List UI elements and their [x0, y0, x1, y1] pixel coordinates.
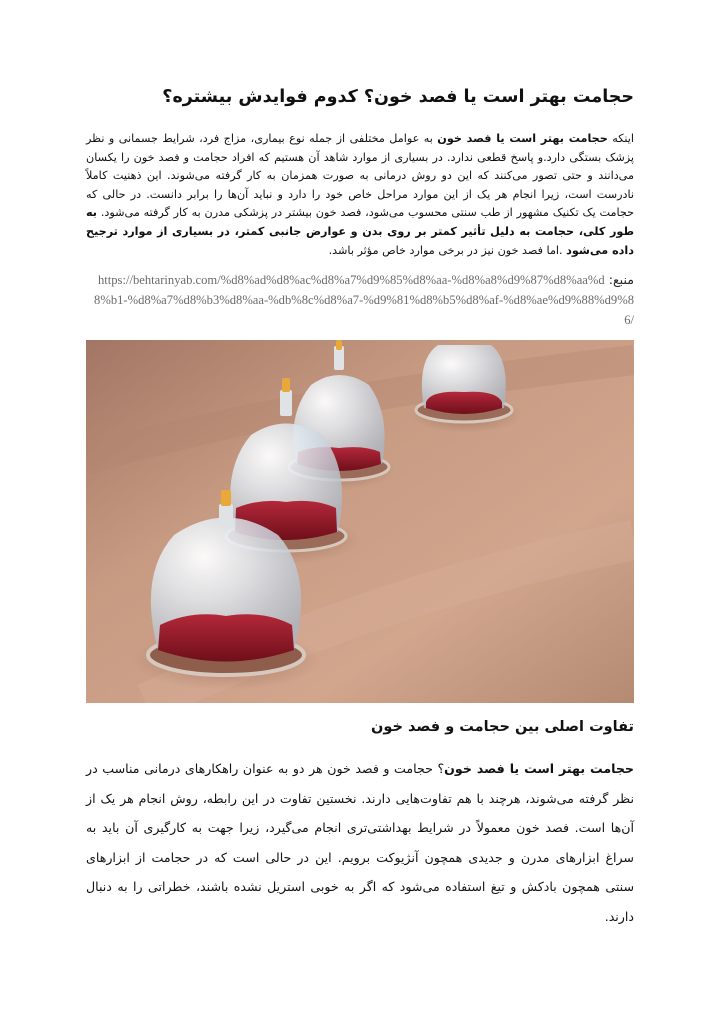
intro-paragraph: [86, 130, 634, 260]
intro-text: به عوامل مختلفی از جمله نوع بیماری، مزاج فرد، شرایط جسمانی و نظر پزشک بستگی دارد.و پاسخ قطعی ندارد. در بسیاری از موارد شاهد آن هستیم که افراد حجامت و فصد خون را یکسان می‌دانند و حتی تصور می‌کنند که این دو روش درمانی به صورت همزمان به کار گرفته می‌شوند. این ذهنیت کاملاً نادرست است، زیرا انجام هر یک از این موارد مراحل خاص خود را دارد و نباید آن‌ها را برابر دانست. در حالی که حجامت یک تکنیک مشهور از طب سنتی محسوب می‌شود، فصد خون بیشتر در پزشکی مدرن به کار گرفته می‌شود.: [86, 132, 635, 220]
section-text: ؟ حجامت و فصد خون هر دو به عنوان راهکارهای درمانی مناسب در نظر گرفته می‌شوند، هرچند با هم تفاوت‌هایی دارند. نخستین تفاوت در این رابطه، روش انجام هر یک از آن‌ها است. فصد خون معمولاً در شرایط بهداشتی‌تری انجام می‌گیرد، زیرا جهت به کارگیری آن باید به سراغ ابزارهای مدرن و جدیدی همچون آنژیوکت برویم. این در حالی است که در حجامت از ابزارهای سنتی همچون بادکش و تیغ استفاده می‌شود که اگر به خوبی استریل نشده باشند، خطراتی را به دنبال دارند.: [86, 761, 634, 924]
source-label: منبع:: [608, 272, 634, 287]
section-heading: تفاوت اصلی بین حجامت و فصد خون: [371, 719, 634, 735]
article-title: حجامت بهتر است یا فصد خون؟ کدوم فوایدش بیشتره؟: [162, 87, 634, 107]
section-bold-question: حجامت بهتر است یا فصد خون: [444, 761, 635, 776]
intro-bold-question: حجامت بهتر است یا فصد خون: [437, 132, 608, 145]
source-link[interactable]: https://behtarinyab.com/%d8%ad%d8%ac%d8%a7%d9%85%d8%aa-%d8%a8%d9%87%d8%aa%d8%b1-%d8%a7%d8%b3%d8%aa-%db%8c%d8%a7-%d9%81%d8%b5%d8%af-%d8%ae%d9%88%d9%86/: [94, 273, 634, 327]
intro-lead: اینکه: [612, 132, 634, 145]
source-citation: [86, 270, 634, 330]
intro-closing: .اما فصد خون نیز در برخی موارد خاص مؤثر باشد.: [328, 243, 567, 257]
intro-bold-conclusion: به طور کلی، حجامت به دلیل تأثیر کمتر بر روی بدن و عوارض جانبی کمتر، در بسیاری از موارد ترجیح داده می‌شود: [86, 206, 634, 257]
cupping-photo: [86, 340, 634, 703]
section-paragraph: [86, 754, 634, 931]
cup-far-right: [416, 345, 512, 422]
